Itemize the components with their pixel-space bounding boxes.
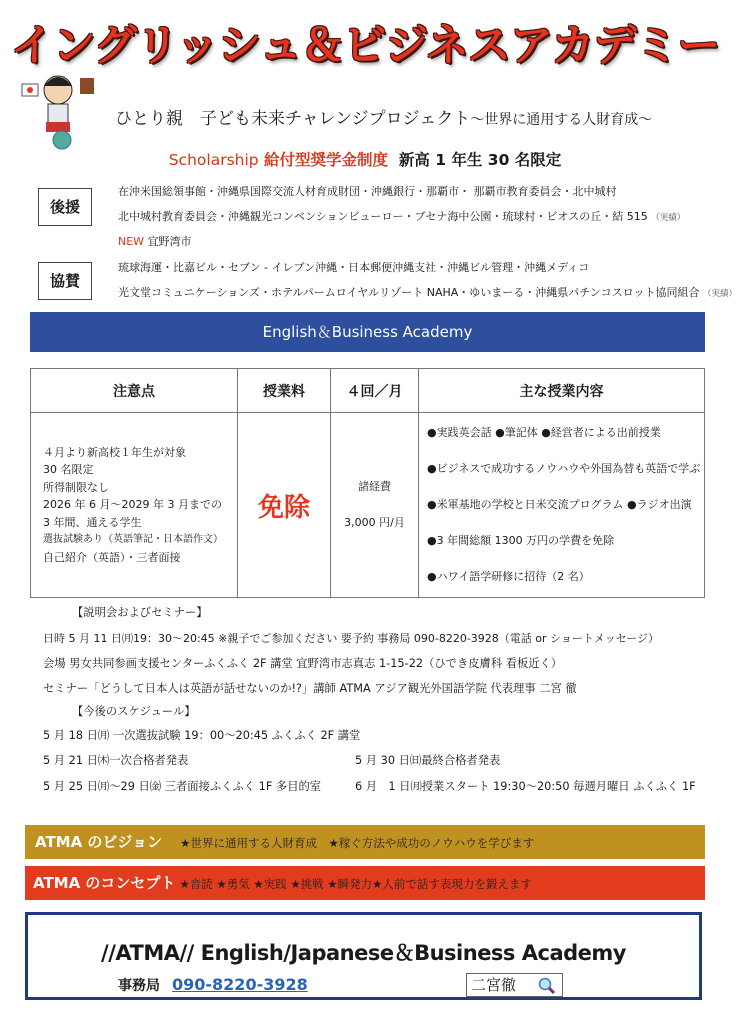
cosponsor-line-text: 光文堂コミュニケーションズ・ホテルパームロイヤルリゾート NAHA・ゆいまーる・沖縄県パチンコスロット協同組合 — [118, 286, 700, 299]
schedule-item: 5 月 18 日㈪ 一次選抜試験 19：00〜20:45 ふくふく 2F 講堂 — [43, 729, 361, 742]
schedule-item: 5 月 21 日㈭一次合格者発表 — [43, 754, 189, 767]
fee-label: 諸経費 — [358, 480, 391, 493]
content-item: ●3 年間総額 1300 万円の学費を免除 — [427, 534, 615, 547]
condition-item: 所得制限なし — [43, 480, 109, 494]
header-notes: 注意点 — [31, 369, 238, 413]
support-note: （実績） — [651, 213, 686, 223]
condition-item: 30 名限定 — [43, 463, 94, 477]
program-table — [30, 368, 705, 598]
support-line — [118, 208, 685, 224]
condition-item: 2026 年 6 月〜2029 年 3 月までの — [43, 498, 222, 512]
subtitle-tail: 〜世界に通用する人財育成〜 — [470, 112, 653, 128]
conditions-cell — [31, 413, 238, 598]
concept-label: ATMA のコンセプト — [33, 874, 176, 892]
phone-link[interactable]: 090-8220-3928 — [172, 975, 308, 994]
footer-logo: //ATMA// English/Japanese＆Business Academy — [101, 941, 626, 965]
seminar-heading: 【説明会およびセミナー】 — [72, 606, 208, 619]
cosponsor-note: （実績） — [703, 289, 737, 299]
seminar-line: セミナー「どうして日本人は英語が話せないのか!?」講師 ATMA アジア観光外国語学院 代表理事 二宮 徹 — [43, 682, 577, 695]
mascot-illustration — [20, 68, 98, 154]
content-cell — [419, 413, 705, 598]
academy-banner: English＆Business Academy — [30, 312, 705, 352]
table-header-row — [31, 369, 705, 413]
schedule-heading: 【今後のスケジュール】 — [72, 705, 196, 718]
support-line: 在沖米国総領事館・沖縄県国際交流人材育成財団・沖縄銀行・那覇市・ 那覇市教育委員会・北中城村 — [118, 185, 617, 198]
search-box[interactable] — [466, 973, 563, 997]
content-item: ●ビジネスで成功するノウハウや外国為替も英語で学ぶ — [427, 462, 701, 475]
fee-cell — [331, 413, 419, 598]
date-line: 日時 5 月 11 日㈪19：30〜20:45 ※親子でご参加ください 要予約 事務局 090-8220-3928（電話 or ショートメッセージ） — [43, 632, 660, 645]
condition-item: 選抜試験あり（英語筆記・日本語作文） — [43, 534, 223, 546]
cosponsor-line — [118, 284, 737, 300]
condition-item: 自己紹介（英語）・三者面接 — [43, 550, 181, 564]
scholarship-note: 新高 1 年生 30 名限定 — [398, 151, 562, 169]
footer-box — [25, 912, 702, 1000]
scholarship-line — [0, 148, 730, 170]
vision-items: ★世界に通用する人財育成 ★稼ぐ方法や成功のノウハウを学びます — [180, 836, 535, 850]
concept-items: ★音読 ★勇気 ★実践 ★挑戦 ★瞬発力★人前で話す表現力を鍛えます — [179, 877, 532, 891]
new-item: 宜野湾市 — [147, 235, 192, 248]
support-line-text: 北中城村教育委員会・沖縄観光コンベンションビューロー・ブセナ海中公園・琉球村・ビオスの丘・結 515 — [118, 210, 648, 223]
fee-value: 3,000 円/月 — [344, 516, 405, 529]
venue-line: 会場 男女共同参画支援センターふくふく 2F 講堂 宜野湾市志真志 1-15-22（ひでき皮膚科 看板近く） — [43, 657, 563, 670]
condition-item: ４月より新高校１年生が対象 — [43, 445, 186, 459]
office-label: 事務局 — [118, 978, 160, 994]
scholarship-en: Scholarship — [168, 151, 259, 169]
support-label: 後援 — [38, 188, 92, 226]
search-icon[interactable] — [538, 977, 556, 995]
concept-bar — [25, 866, 705, 900]
new-badge: NEW — [118, 235, 145, 248]
header-tuition: 授業料 — [238, 369, 331, 413]
header-frequency: ４回／月 — [331, 369, 419, 413]
page-title: イングリッシュ＆ビジネスアカデミー — [10, 21, 720, 71]
header-content: 主な授業内容 — [419, 369, 705, 413]
tuition-free: 免除 — [238, 413, 331, 598]
schedule-item: 5 月 25 日㈪〜29 日㈮ 三者面接ふくふく 1F 多目的室 — [43, 780, 322, 793]
content-item: ●ハワイ語学研修に招待（2 名） — [427, 570, 590, 583]
subtitle — [115, 104, 652, 129]
vision-bar — [25, 825, 705, 859]
table-row — [31, 413, 705, 598]
schedule-item: 6 月 1 日㈪授業スタート 19:30〜20:50 毎週月曜日 ふくふく 1F — [355, 780, 696, 793]
new-support — [118, 233, 192, 249]
content-item: ●実践英会話 ●筆記体 ●経営者による出前授業 — [427, 426, 661, 439]
cosponsor-label: 協賛 — [38, 262, 92, 300]
search-text: 二宮徹 — [471, 976, 517, 994]
scholarship-jp: 給付型奨学金制度 — [264, 151, 389, 169]
subtitle-main: ひとり親 子ども未来チャレンジプロジェクト — [115, 109, 471, 129]
vision-label: ATMA のビジョン — [35, 833, 163, 851]
condition-item: 3 年間、通える学生 — [43, 515, 142, 529]
office-contact — [118, 975, 308, 995]
cosponsor-line: 琉球海運・比嘉ビル・セブン ‐ イレブン沖縄・日本郵便沖縄支社・沖縄ビル管理・沖縄メディコ — [118, 261, 590, 274]
content-item: ●米軍基地の学校と日米交流プログラム ●ラジオ出演 — [427, 498, 692, 511]
schedule-item: 5 月 30 日㈰最終合格者発表 — [355, 754, 501, 767]
